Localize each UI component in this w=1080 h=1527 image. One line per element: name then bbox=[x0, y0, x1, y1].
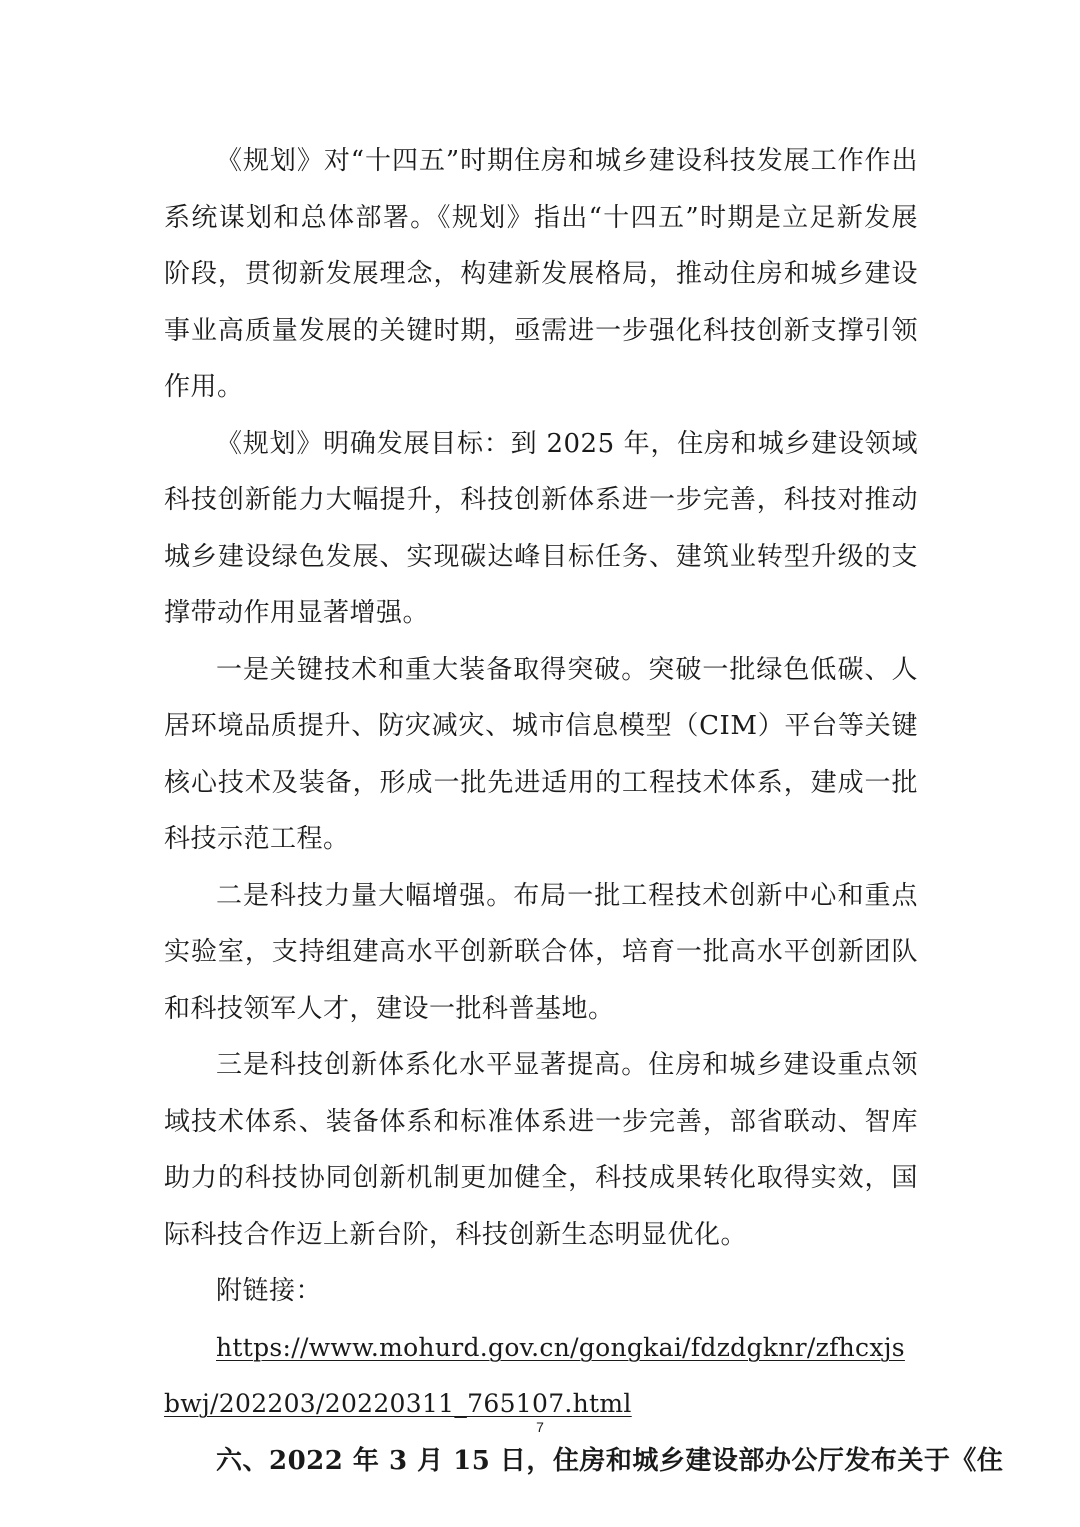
reference-link[interactable]: https://www.mohurd.gov.cn/gongkai/fdzdgknr/zfhcxjsbwj/202203/20220311_765107.html bbox=[164, 1332, 905, 1418]
paragraph-goal-three: 三是科技创新体系化水平显著提高。住房和城乡建设重点领域技术体系、装备体系和标准体系进一步完善，部省联动、智库助力的科技协同创新机制更加健全，科技成果转化取得实效，国际科技合作迈上新台阶，科技创新生态明显优化。 bbox=[164, 1050, 918, 1250]
attached-link-label: 附链接： bbox=[216, 1276, 323, 1306]
paragraph-goal-two: 二是科技力量大幅增强。布局一批工程技术创新中心和重点实验室，支持组建高水平创新联合体，培育一批高水平创新团队和科技领军人才，建设一批科普基地。 bbox=[164, 880, 918, 1024]
page-number: 7 bbox=[536, 1419, 544, 1435]
section-heading-six: 六、2022 年 3 月 15 日，住房和城乡建设部办公厅发布关于《住 bbox=[216, 1445, 1004, 1476]
paragraph-plan-overview: 《规划》对“十四五”时期住房和城乡建设科技发展工作作出系统谋划和总体部署。《规划》指出“十四五”时期是立足新发展阶段，贯彻新发展理念，构建新发展格局，推动住房和城乡建设事业高质量发展的关键时期，亟需进一步强化科技创新支撑引领作用。 bbox=[164, 146, 918, 402]
paragraph-goal-one: 一是关键技术和重大装备取得突破。突破一批绿色低碳、人居环境品质提升、防灾减灾、城市信息模型（CIM）平台等关键核心技术及装备，形成一批先进适用的工程技术体系，建成一批科技示范工程。 bbox=[164, 654, 918, 854]
paragraph-development-goals: 《规划》明确发展目标：到 2025 年，住房和城乡建设领域科技创新能力大幅提升，科技创新体系进一步完善，科技对推动城乡建设绿色发展、实现碳达峰目标任务、建筑业转型升级的支撑带动作用显著增强。 bbox=[164, 428, 918, 628]
document-body bbox=[164, 133, 1004, 1489]
